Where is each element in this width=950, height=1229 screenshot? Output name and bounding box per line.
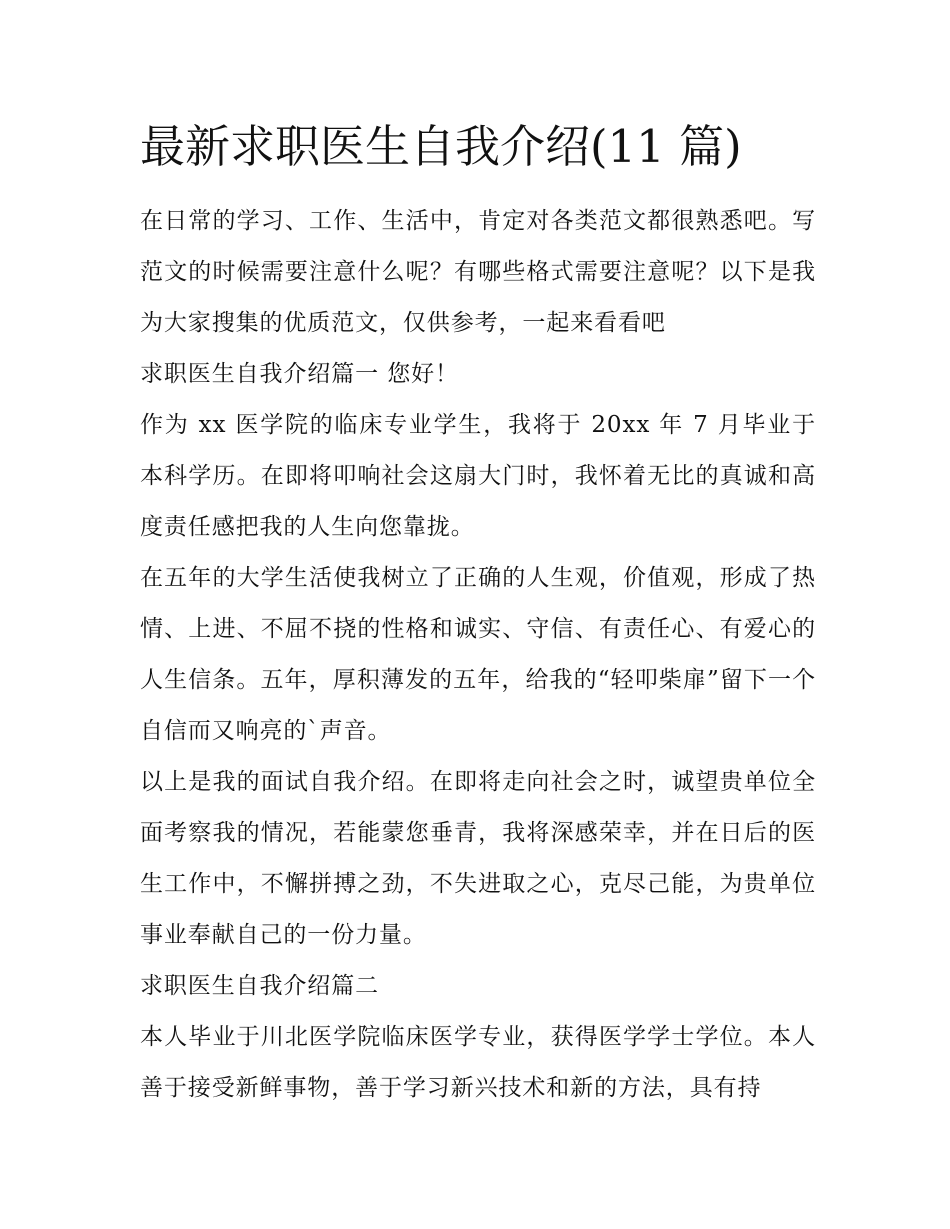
intro-paragraph: 在日常的学习、工作、生活中，肯定对各类范文都很熟悉吧。写范文的时候需要注意什么呢？有哪些格式需要注意呢？以下是我为大家搜集的优质范文，仅供参考，一起来看看吧 bbox=[140, 208, 816, 336]
body-paragraph: 本人毕业于川北医学院临床医学专业，获得医学学士学位。本人善于接受新鲜事物，善于学习新兴技术和新的方法，具有持 bbox=[140, 1024, 816, 1101]
document-title: 最新求职医生自我介绍(11 篇) bbox=[140, 120, 742, 173]
body-paragraph: 以上是我的面试自我介绍。在即将走向社会之时，诚望贵单位全面考察我的情况，若能蒙您垂青，我将深感荣幸，并在日后的医生工作中，不懈拼搏之劲，不失进取之心，克尽己能，为贵单位事业奉献自己的一份力量。 bbox=[140, 769, 816, 948]
section-heading-one: 求职医生自我介绍篇一 您好！ bbox=[140, 361, 459, 387]
body-paragraph: 在五年的大学生活使我树立了正确的人生观，价值观，形成了热情、上进、不屈不挠的性格和诚实、守信、有责任心、有爱心的人生信条。五年，厚积薄发的五年，给我的“轻叩柴扉”留下一个自信而又响亮的`声音。 bbox=[140, 565, 816, 744]
section-heading-two: 求职医生自我介绍篇二 bbox=[140, 973, 379, 999]
body-paragraph: 作为 xx 医学院的临床专业学生，我将于 20xx 年 7 月毕业于本科学历。在即将叩响社会这扇大门时，我怀着无比的真诚和高度责任感把我的人生向您靠拢。 bbox=[140, 412, 816, 540]
document-body bbox=[140, 196, 816, 1114]
